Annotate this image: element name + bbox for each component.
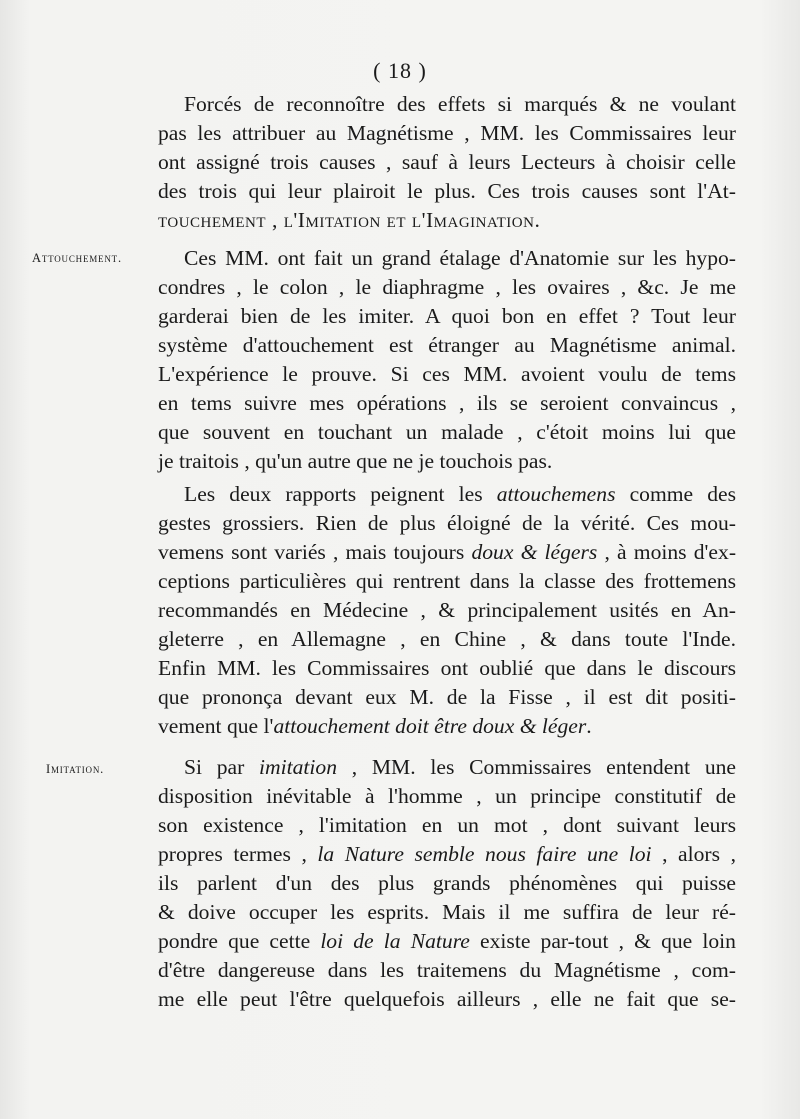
paragraph-rapports — [158, 480, 736, 741]
text-line: Forcés de reconnoître des effets si marqués & ne voulant — [184, 92, 736, 116]
margin-note-attouchement: Attouchement. — [32, 251, 122, 265]
text-line: vement que l'attouchement doit être doux & léger. — [158, 714, 592, 738]
text-line: pondre que cette loi de la Nature existe par-tout , & que loin — [158, 929, 736, 953]
text-line: pas les attribuer au Magnétisme , MM. les Commissaires leur — [158, 121, 736, 145]
text-line: que souvent en touchant un malade , c'étoit moins lui que — [158, 420, 736, 444]
text-line: condres , le colon , le diaphragme , les ovaires , &c. Je me — [158, 275, 736, 299]
paragraph-imitation — [158, 753, 736, 1014]
text-line: L'expérience le prouve. Si ces MM. avoient voulu de tems — [158, 362, 736, 386]
margin-note-imitation: Imitation. — [46, 762, 105, 776]
text-line: ils parlent d'un des plus grands phénomènes qui puisse — [158, 871, 736, 895]
text-line: ceptions particulières qui rentrent dans la classe des frottemens — [158, 569, 736, 593]
page-number: ( 18 ) — [373, 58, 427, 83]
text-line: en tems suivre mes opérations , ils se seroient convaincus , — [158, 391, 736, 415]
text-line: touchement , l'Imitation et l'Imagination. — [158, 208, 541, 232]
text-line: garderai bien de les imiter. A quoi bon en effet ? Tout leur — [158, 304, 736, 328]
text-line: gleterre , en Allemagne , en Chine , & dans toute l'Inde. — [158, 627, 736, 651]
text-line: recommandés en Médecine , & principalement usités en An- — [158, 598, 736, 622]
text-line: son existence , l'imitation en un mot , dont suivant leurs — [158, 813, 736, 837]
text-line: je traitois , qu'un autre que ne je touchois pas. — [158, 449, 553, 473]
text-line: Les deux rapports peignent les attouchemens comme des — [184, 482, 737, 506]
paragraph-intro — [158, 90, 736, 235]
text-line: disposition inévitable à l'homme , un principe constitutif de — [158, 784, 736, 808]
text-line: que prononça devant eux M. de la Fisse , il est dit positi- — [158, 685, 736, 709]
text-line: & doive occuper les esprits. Mais il me suffira de leur ré- — [158, 900, 736, 924]
text-line: Enfin MM. les Commissaires ont oublié que dans le discours — [158, 656, 736, 680]
text-line: d'être dangereuse dans les traitemens du Magnétisme , com- — [158, 958, 736, 982]
text-line: vemens sont variés , mais toujours doux & légers , à moins d'ex- — [158, 540, 737, 564]
paragraph-attouchement — [158, 244, 736, 476]
text-line: ont assigné trois causes , sauf à leurs Lecteurs à choisir celle — [158, 150, 736, 174]
text-line: système d'attouchement est étranger au Magnétisme animal. — [158, 333, 736, 357]
text-line: gestes grossiers. Rien de plus éloigné de la vérité. Ces mou- — [158, 511, 736, 535]
text-line: propres termes , la Nature semble nous faire une loi , alors , — [158, 842, 736, 866]
text-line: me elle peut l'être quelquefois ailleurs , elle ne fait que se- — [158, 987, 736, 1011]
text-line: Si par imitation , MM. les Commissaires entendent une — [184, 755, 736, 779]
text-line: Ces MM. ont fait un grand étalage d'Anatomie sur les hypo- — [184, 246, 736, 270]
text-line: des trois qui leur plairoit le plus. Ces trois causes sont l'At- — [158, 179, 736, 203]
